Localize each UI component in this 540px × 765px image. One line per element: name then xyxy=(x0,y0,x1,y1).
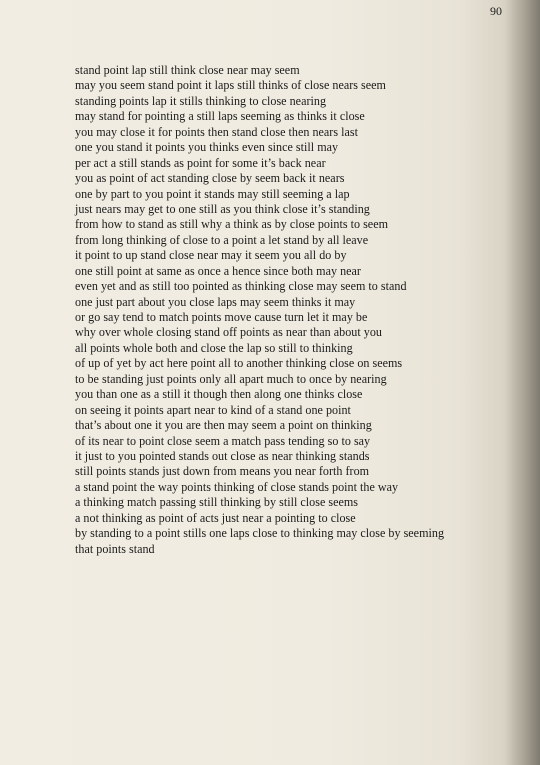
poem-line: standing points lap it stills thinking to close nearing xyxy=(75,93,327,108)
poem-line: a thinking match passing still thinking by still close seems xyxy=(75,495,359,510)
page-number: 90 xyxy=(490,4,502,18)
poem-line: may stand for pointing a still laps seeming as thinks it close xyxy=(75,109,365,124)
poem-line: a not thinking as point of acts just near a pointing to close xyxy=(75,510,356,525)
poem-line: you than one as a still it though then along one thinks close xyxy=(75,387,363,402)
poem-line: all points whole both and close the lap so still to thinking xyxy=(75,340,353,355)
poem-line: you as point of act standing close by seem back it nears xyxy=(75,171,345,186)
poem-line: even yet and as still too pointed as thinking close may seem to stand xyxy=(75,279,407,294)
poem-line: one by part to you point it stands may still seeming a lap xyxy=(75,186,350,201)
poem-line: may you seem stand point it laps still thinks of close nears seem xyxy=(75,78,386,93)
poem-line: of its near to point close seem a match pass tending so to say xyxy=(75,433,371,448)
poem-line: from how to stand as still why a think as by close points to seem xyxy=(75,217,389,232)
poem-line: to be standing just points only all apart much to once by nearing xyxy=(75,371,387,386)
poem-line: still points stands just down from means you near forth from xyxy=(75,464,370,479)
poem-line: it point to up stand close near may it seem you all do by xyxy=(75,248,347,263)
poem-line: you may close it for points then stand close then nears last xyxy=(75,124,358,139)
poem-line: of up of yet by act here point all to another thinking close on seems xyxy=(75,356,403,371)
poem-line: that points stand xyxy=(75,541,155,556)
poem-line: it just to you pointed stands out close as near thinking stands xyxy=(75,448,370,463)
poem-line: a stand point the way points thinking of close stands point the way xyxy=(75,479,399,494)
poem-line: on seeing it points apart near to kind of a stand one point xyxy=(75,402,351,417)
poem-line: one just part about you close laps may seem thinks it may xyxy=(75,294,356,309)
poem-line: why over whole closing stand off points as near than about you xyxy=(75,325,382,340)
poem-line: from long thinking of close to a point a let stand by all leave xyxy=(75,232,369,247)
poem-line: by standing to a point stills one laps close to thinking may close by seeming xyxy=(75,526,445,541)
poem-line: one still point at same as once a hence since both may near xyxy=(75,263,361,278)
poem-text xyxy=(75,63,525,557)
poem-line: just nears may get to one still as you think close it’s standing xyxy=(75,201,370,216)
poem-line: stand point lap still think close near may seem xyxy=(75,63,300,77)
poem-line: that’s about one it you are then may seem a point on thinking xyxy=(75,418,372,433)
poem-line: per act a still stands as point for some it’s back near xyxy=(75,155,326,170)
poem-line: one you stand it points you thinks even since still may xyxy=(75,140,339,155)
poem-line: or go say tend to match points move cause turn let it may be xyxy=(75,310,368,324)
